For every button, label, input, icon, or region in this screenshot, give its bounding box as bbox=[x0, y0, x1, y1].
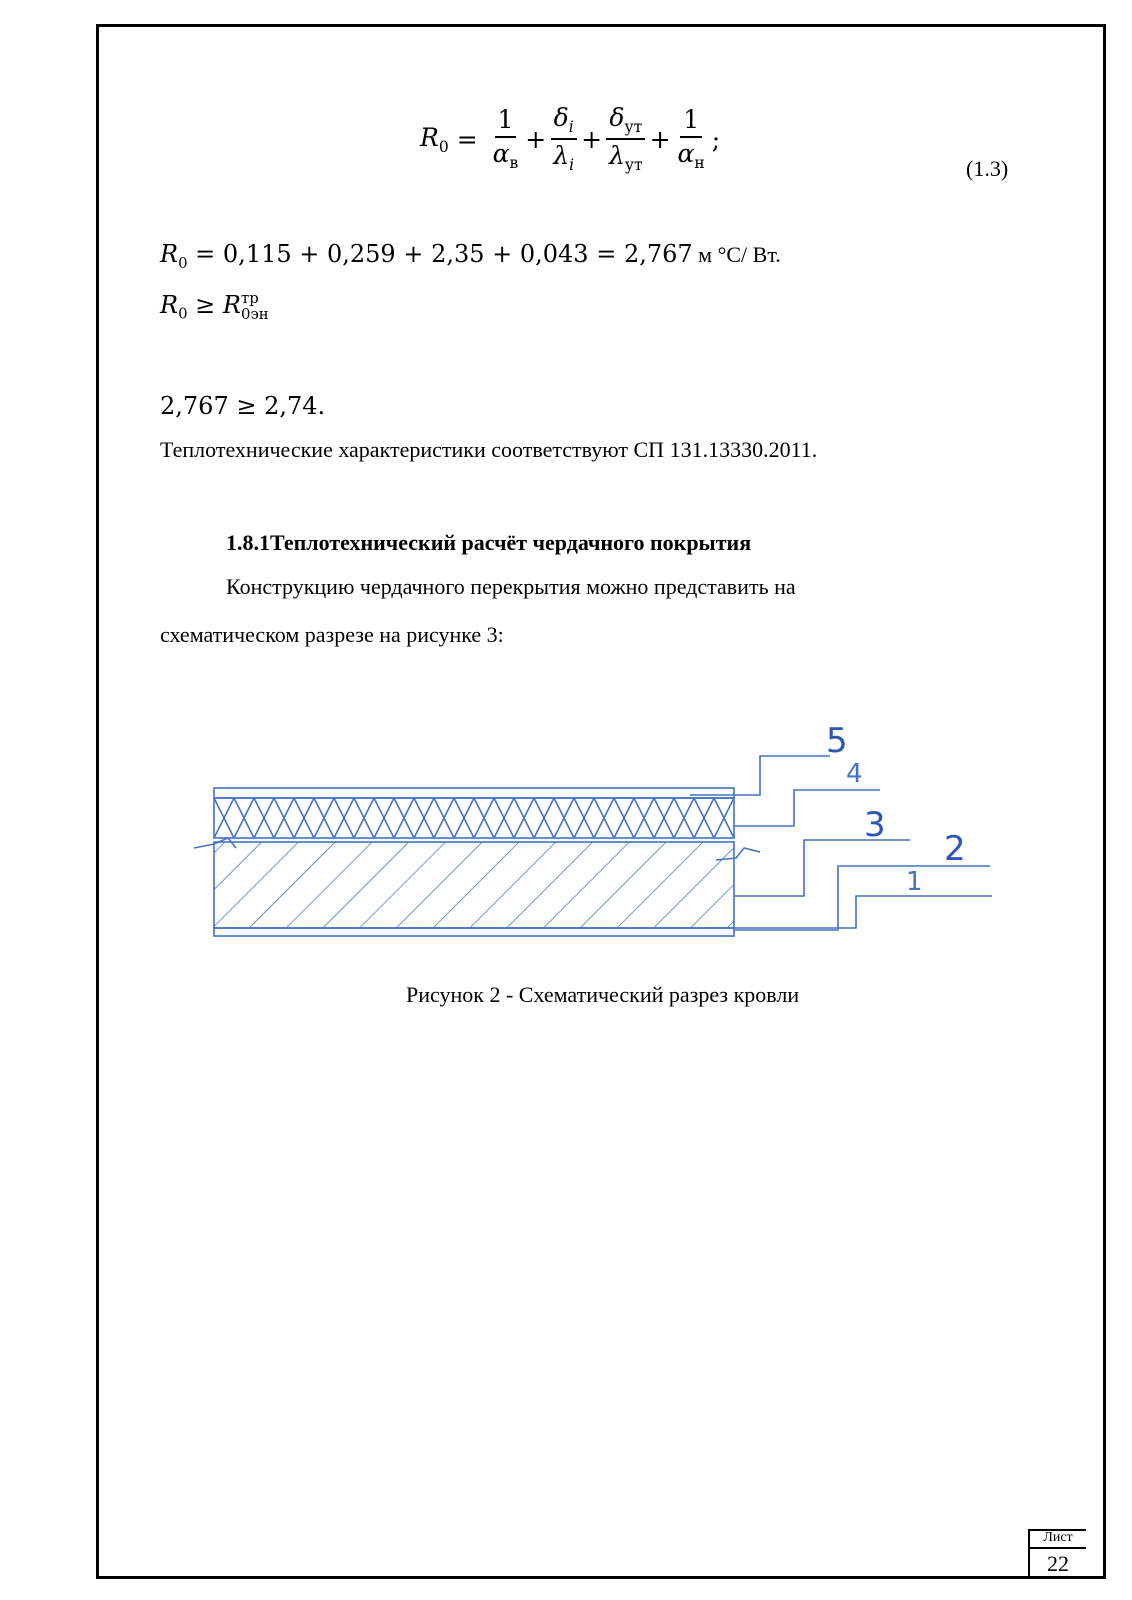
paragraph-intro-line2: схематическом разрезе на рисунке 3: bbox=[160, 622, 504, 647]
fraction-term-2: $\frac{\delta_i}{\lambda_i}$ bbox=[550, 104, 577, 174]
label-2: 2 bbox=[944, 829, 966, 869]
calc-line-comparison: 2,767 ≥ 2,74. bbox=[160, 392, 326, 420]
figure-caption: Рисунок 2 - Схематический разрез кровли bbox=[406, 982, 800, 1007]
diagram-lines bbox=[194, 756, 992, 936]
formula-r0: $R_0$ = $\frac{1}{\alpha_в}$ + $\frac{\delta_i}{\lambda_i}$ + $\frac{\delta_{ут}}{\lambda_{ут}}$ + $\frac{1}{\alpha_н}$ ; bbox=[420, 103, 721, 175]
calc-line-r0-condition: $R_0 \ge R$ тр 0эн bbox=[160, 289, 269, 324]
equation-number: (1.3) bbox=[966, 156, 1009, 181]
section-heading: 1.8.1Теплотехнический расчёт чердачного покрытия bbox=[226, 530, 752, 555]
layer-insulation bbox=[214, 798, 734, 838]
leader-2 bbox=[734, 866, 990, 930]
leader-3 bbox=[734, 840, 910, 896]
fraction-term-3: $\frac{\delta_{ут}}{\lambda_{ут}}$ bbox=[606, 104, 646, 174]
fraction-term-1: $\frac{1}{\alpha_в}$ bbox=[492, 105, 519, 172]
layer-slab bbox=[214, 842, 734, 928]
label-4: 4 bbox=[846, 759, 863, 789]
label-5: 5 bbox=[826, 721, 848, 761]
sheet-number-box bbox=[1028, 1529, 1086, 1579]
paragraph-intro-line1: Конструкцию чердачного перекрытия можно представить на bbox=[226, 574, 796, 599]
leader-1 bbox=[734, 896, 992, 928]
fraction-term-4: $\frac{1}{\alpha_н}$ bbox=[677, 105, 705, 172]
paragraph-conclusion: Теплотехнические характеристики соответствуют СП 131.13330.2011. bbox=[160, 437, 818, 462]
sheet-number: 22 bbox=[1047, 1551, 1069, 1576]
diagram-labels bbox=[826, 721, 966, 897]
layer-bottom-finish bbox=[214, 928, 734, 936]
sheet-label: Лист bbox=[1030, 1529, 1086, 1549]
insulation-hatch bbox=[214, 798, 734, 838]
calc-line-r0-sum: $R_0 = 0,115 + 0,259 + 2,35 + 0,043 = 2,767$ м °С/ Вт. bbox=[160, 240, 781, 272]
leader-5 bbox=[690, 756, 830, 795]
label-1: 1 bbox=[906, 867, 923, 897]
label-3: 3 bbox=[864, 805, 886, 845]
layer-top-membrane bbox=[214, 788, 734, 798]
